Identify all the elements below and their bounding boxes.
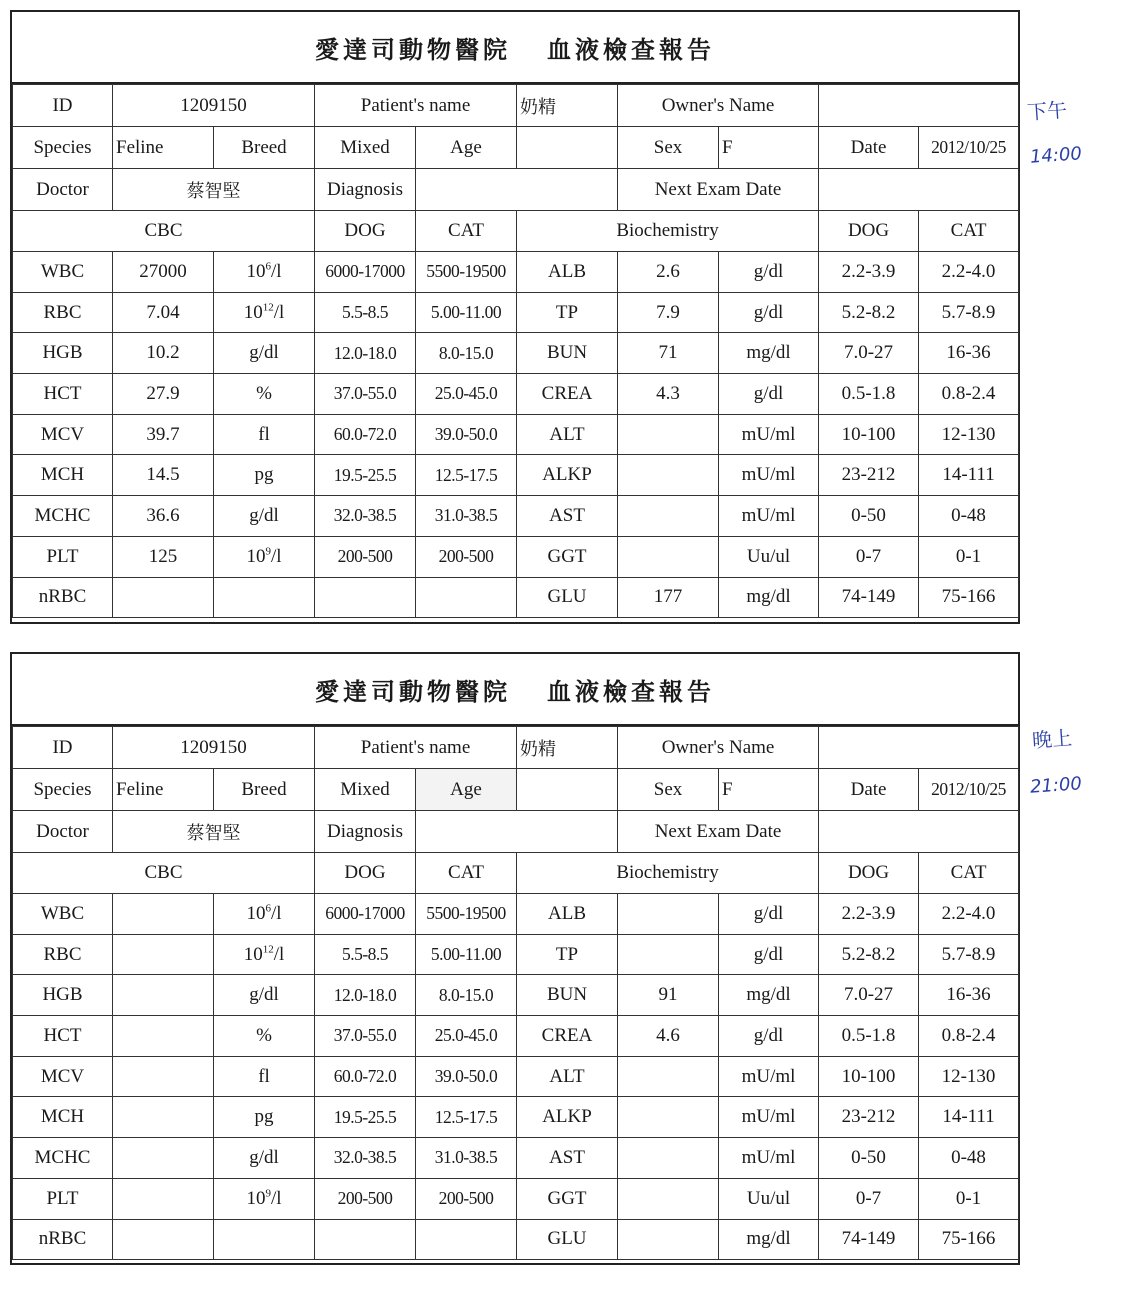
bio-test-name: AST xyxy=(517,496,618,537)
result-row xyxy=(13,894,1019,935)
bio-cat-range: 75-166 xyxy=(919,577,1019,618)
result-row xyxy=(13,1219,1019,1260)
unit-base: % xyxy=(256,382,272,404)
report-name: 血液檢查報告 xyxy=(547,677,715,706)
bio-cat-range: 16-36 xyxy=(919,333,1019,374)
cbc-dog-range: 37.0-55.0 xyxy=(315,1016,416,1057)
cbc-test-name: HCT xyxy=(13,1016,113,1057)
cbc-dog-range: 37.0-55.0 xyxy=(315,374,416,415)
cbc-cat-range xyxy=(416,1219,517,1260)
date-label: Date xyxy=(819,127,919,169)
date-value: 2012/10/25 xyxy=(919,127,1019,169)
report-name: 血液檢查報告 xyxy=(547,35,715,64)
bio-test-name: ALKP xyxy=(517,1097,618,1138)
biochemistry-header: Biochemistry xyxy=(517,853,819,894)
cbc-test-name: MCV xyxy=(13,414,113,455)
cbc-cat-range: 25.0-45.0 xyxy=(416,1016,517,1057)
cbc-test-name: MCH xyxy=(13,1097,113,1138)
unit-exponent: 12 xyxy=(262,301,274,314)
patient-name-value: 奶精 xyxy=(517,85,618,127)
handwritten-time-1: 14:00 xyxy=(1029,143,1083,168)
unit-base: g/dl xyxy=(249,342,279,364)
next-exam-date-value xyxy=(819,811,1019,853)
species-label: Species xyxy=(13,127,113,169)
bio-test-unit: Uu/ul xyxy=(719,536,819,577)
cbc-cat-range: 200-500 xyxy=(416,1178,517,1219)
bio-dog-range: 2.2-3.9 xyxy=(819,894,919,935)
patient-name-label: Patient's name xyxy=(315,85,517,127)
result-row xyxy=(13,374,1019,415)
bio-dog-range: 5.2-8.2 xyxy=(819,934,919,975)
cbc-test-value xyxy=(113,894,214,935)
bio-test-unit: g/dl xyxy=(719,894,819,935)
cbc-cat-range: 12.5-17.5 xyxy=(416,1097,517,1138)
unit-exponent: 6 xyxy=(265,260,271,273)
biochemistry-header: Biochemistry xyxy=(517,211,819,252)
cbc-test-name: PLT xyxy=(13,536,113,577)
species-label: Species xyxy=(13,769,113,811)
report-title xyxy=(12,654,1018,726)
unit-base: 10 xyxy=(246,1187,266,1209)
bio-test-value: 71 xyxy=(618,333,719,374)
result-row xyxy=(13,1138,1019,1179)
cbc-dog-range: 60.0-72.0 xyxy=(315,414,416,455)
cbc-cat-range: 5.00-11.00 xyxy=(416,934,517,975)
bio-test-name: TP xyxy=(517,292,618,333)
bio-cat-range: 14-111 xyxy=(919,455,1019,496)
result-row xyxy=(13,455,1019,496)
bio-test-unit: Uu/ul xyxy=(719,1178,819,1219)
bio-dog-range: 10-100 xyxy=(819,1056,919,1097)
bio-cat-range: 0.8-2.4 xyxy=(919,1016,1019,1057)
result-row xyxy=(13,577,1019,618)
cbc-test-unit xyxy=(214,292,315,333)
bio-dog-range: 23-212 xyxy=(819,455,919,496)
cbc-dog-range: 200-500 xyxy=(315,536,416,577)
bio-test-value xyxy=(618,894,719,935)
cbc-test-unit xyxy=(214,894,315,935)
cbc-test-name: MCV xyxy=(13,1056,113,1097)
report-title xyxy=(12,12,1018,84)
bio-test-value xyxy=(618,536,719,577)
bio-test-unit: mU/ml xyxy=(719,1097,819,1138)
bio-dog-range: 0-7 xyxy=(819,1178,919,1219)
bio-cat-range: 5.7-8.9 xyxy=(919,934,1019,975)
unit-base: fl xyxy=(258,1065,270,1087)
next-exam-date-value xyxy=(819,169,1019,211)
doctor-label: Doctor xyxy=(13,811,113,853)
species-value: Feline xyxy=(113,127,214,169)
bio-cat-range: 5.7-8.9 xyxy=(919,292,1019,333)
bio-test-value: 7.9 xyxy=(618,292,719,333)
bio-cat-range: 0.8-2.4 xyxy=(919,374,1019,415)
owner-name-label: Owner's Name xyxy=(618,85,819,127)
bio-test-unit: g/dl xyxy=(719,1016,819,1057)
cbc-test-value xyxy=(113,1219,214,1260)
bio-cat-range: 0-48 xyxy=(919,1138,1019,1179)
cbc-test-name: HGB xyxy=(13,333,113,374)
bio-test-name: CREA xyxy=(517,1016,618,1057)
bio-dog-range: 0.5-1.8 xyxy=(819,1016,919,1057)
cbc-test-value xyxy=(113,577,214,618)
id-label: ID xyxy=(13,727,113,769)
cbc-test-unit xyxy=(214,252,315,293)
hospital-name: 愛達司動物醫院 xyxy=(315,677,511,706)
cbc-header: CBC xyxy=(13,211,315,252)
unit-base: fl xyxy=(258,423,270,445)
cbc-test-name: MCHC xyxy=(13,1138,113,1179)
bio-test-name: ALT xyxy=(517,414,618,455)
bio-cat-range: 0-1 xyxy=(919,1178,1019,1219)
id-value: 1209150 xyxy=(113,727,315,769)
cbc-dog-range: 200-500 xyxy=(315,1178,416,1219)
bio-dog-range: 0.5-1.8 xyxy=(819,374,919,415)
blood-test-report-1 xyxy=(10,10,1020,624)
cbc-test-name: RBC xyxy=(13,934,113,975)
result-row xyxy=(13,252,1019,293)
cbc-test-unit xyxy=(214,536,315,577)
unit-tail: /l xyxy=(270,902,282,924)
bio-test-name: CREA xyxy=(517,374,618,415)
diagnosis-value xyxy=(416,811,618,853)
unit-base: 10 xyxy=(246,902,266,924)
unit-base: % xyxy=(256,1024,272,1046)
cbc-cat-range: 5500-19500 xyxy=(416,252,517,293)
bio-dog-range: 0-7 xyxy=(819,536,919,577)
cbc-dog-header: DOG xyxy=(315,211,416,252)
cbc-cat-range: 200-500 xyxy=(416,536,517,577)
cbc-test-name: nRBC xyxy=(13,1219,113,1260)
result-row xyxy=(13,1016,1019,1057)
bio-test-name: ALB xyxy=(517,894,618,935)
id-value: 1209150 xyxy=(113,85,315,127)
cbc-dog-range: 32.0-38.5 xyxy=(315,496,416,537)
cbc-dog-range: 6000-17000 xyxy=(315,252,416,293)
sex-value: F xyxy=(719,127,819,169)
cbc-test-name: HCT xyxy=(13,374,113,415)
bio-test-value xyxy=(618,1219,719,1260)
next-exam-date-label: Next Exam Date xyxy=(618,811,819,853)
cbc-cat-range: 12.5-17.5 xyxy=(416,455,517,496)
next-exam-date-label: Next Exam Date xyxy=(618,169,819,211)
bio-dog-range: 23-212 xyxy=(819,1097,919,1138)
cbc-test-value: 39.7 xyxy=(113,414,214,455)
doctor-label: Doctor xyxy=(13,169,113,211)
bio-dog-range: 0-50 xyxy=(819,496,919,537)
doctor-value: 蔡智堅 xyxy=(113,811,315,853)
result-row xyxy=(13,1178,1019,1219)
cbc-test-name: WBC xyxy=(13,894,113,935)
cbc-test-value: 27.9 xyxy=(113,374,214,415)
age-value xyxy=(517,127,618,169)
result-row xyxy=(13,536,1019,577)
blood-test-report-2 xyxy=(10,652,1020,1265)
bio-test-unit: mU/ml xyxy=(719,1138,819,1179)
cbc-test-unit xyxy=(214,1178,315,1219)
bio-test-name: ALB xyxy=(517,252,618,293)
hospital-name: 愛達司動物醫院 xyxy=(315,35,511,64)
handwritten-note-2: 晚上 xyxy=(1031,725,1073,753)
unit-exponent: 9 xyxy=(265,1187,271,1200)
cbc-test-unit xyxy=(214,333,315,374)
bio-test-unit: g/dl xyxy=(719,934,819,975)
cbc-test-unit xyxy=(214,1219,315,1260)
cbc-test-unit xyxy=(214,1016,315,1057)
bio-test-value: 177 xyxy=(618,577,719,618)
bio-test-value: 4.6 xyxy=(618,1016,719,1057)
bio-test-unit: g/dl xyxy=(719,292,819,333)
result-row xyxy=(13,414,1019,455)
unit-base: g/dl xyxy=(249,1146,279,1168)
cbc-dog-range: 19.5-25.5 xyxy=(315,455,416,496)
bio-test-name: BUN xyxy=(517,975,618,1016)
date-label: Date xyxy=(819,769,919,811)
bio-test-name: GLU xyxy=(517,577,618,618)
result-row xyxy=(13,333,1019,374)
cbc-dog-header: DOG xyxy=(315,853,416,894)
report-table xyxy=(12,84,1019,618)
age-value xyxy=(517,769,618,811)
cbc-dog-range: 60.0-72.0 xyxy=(315,1056,416,1097)
result-row xyxy=(13,934,1019,975)
cbc-dog-range: 5.5-8.5 xyxy=(315,934,416,975)
bio-cat-range: 2.2-4.0 xyxy=(919,894,1019,935)
owner-name-value xyxy=(819,85,1019,127)
bio-test-value: 91 xyxy=(618,975,719,1016)
bio-test-name: BUN xyxy=(517,333,618,374)
unit-tail: /l xyxy=(270,545,282,567)
cbc-test-unit xyxy=(214,975,315,1016)
cbc-test-name: nRBC xyxy=(13,577,113,618)
bio-test-unit: mU/ml xyxy=(719,496,819,537)
breed-label: Breed xyxy=(214,127,315,169)
cbc-test-unit xyxy=(214,414,315,455)
result-row xyxy=(13,496,1019,537)
result-row xyxy=(13,1097,1019,1138)
bio-dog-range: 7.0-27 xyxy=(819,975,919,1016)
unit-base: g/dl xyxy=(249,984,279,1006)
bio-test-name: TP xyxy=(517,934,618,975)
bio-test-unit: mg/dl xyxy=(719,975,819,1016)
cbc-test-name: MCH xyxy=(13,455,113,496)
bio-test-unit: mU/ml xyxy=(719,414,819,455)
result-row xyxy=(13,1056,1019,1097)
bio-test-unit: g/dl xyxy=(719,374,819,415)
cbc-dog-range: 32.0-38.5 xyxy=(315,1138,416,1179)
cbc-dog-range: 5.5-8.5 xyxy=(315,292,416,333)
unit-base: 10 xyxy=(246,545,266,567)
cbc-header: CBC xyxy=(13,853,315,894)
cbc-test-unit xyxy=(214,577,315,618)
cbc-test-value xyxy=(113,934,214,975)
cbc-cat-range: 8.0-15.0 xyxy=(416,975,517,1016)
cbc-cat-header: CAT xyxy=(416,211,517,252)
results-body xyxy=(13,894,1019,1260)
bio-cat-range: 0-48 xyxy=(919,496,1019,537)
patient-name-label: Patient's name xyxy=(315,727,517,769)
cbc-test-value xyxy=(113,1056,214,1097)
id-label: ID xyxy=(13,85,113,127)
bio-test-unit: mU/ml xyxy=(719,455,819,496)
unit-tail: /l xyxy=(270,1187,282,1209)
cbc-test-value: 10.2 xyxy=(113,333,214,374)
bio-dog-range: 74-149 xyxy=(819,1219,919,1260)
sex-label: Sex xyxy=(618,769,719,811)
cbc-test-value: 27000 xyxy=(113,252,214,293)
unit-exponent: 6 xyxy=(265,902,271,915)
handwritten-time-2: 21:00 xyxy=(1029,773,1083,798)
bio-test-value xyxy=(618,1097,719,1138)
cbc-dog-range: 19.5-25.5 xyxy=(315,1097,416,1138)
age-label: Age xyxy=(416,769,517,811)
bio-dog-range: 2.2-3.9 xyxy=(819,252,919,293)
cbc-dog-range xyxy=(315,1219,416,1260)
cbc-test-unit xyxy=(214,374,315,415)
bio-test-value: 4.3 xyxy=(618,374,719,415)
cbc-test-value: 125 xyxy=(113,536,214,577)
diagnosis-value xyxy=(416,169,618,211)
unit-base: g/dl xyxy=(249,504,279,526)
bio-cat-range: 2.2-4.0 xyxy=(919,252,1019,293)
bio-dog-header: DOG xyxy=(819,211,919,252)
bio-test-value: 2.6 xyxy=(618,252,719,293)
cbc-test-value xyxy=(113,1016,214,1057)
result-row xyxy=(13,975,1019,1016)
cbc-test-unit xyxy=(214,1138,315,1179)
breed-label: Breed xyxy=(214,769,315,811)
bio-test-name: GLU xyxy=(517,1219,618,1260)
sex-value: F xyxy=(719,769,819,811)
breed-value: Mixed xyxy=(315,127,416,169)
owner-name-label: Owner's Name xyxy=(618,727,819,769)
cbc-cat-range: 5500-19500 xyxy=(416,894,517,935)
result-row xyxy=(13,292,1019,333)
cbc-test-unit xyxy=(214,1097,315,1138)
owner-name-value xyxy=(819,727,1019,769)
bio-test-unit: g/dl xyxy=(719,252,819,293)
bio-cat-range: 14-111 xyxy=(919,1097,1019,1138)
unit-tail: /l xyxy=(270,260,282,282)
bio-cat-range: 0-1 xyxy=(919,536,1019,577)
unit-tail: /l xyxy=(273,943,285,965)
species-value: Feline xyxy=(113,769,214,811)
bio-test-name: GGT xyxy=(517,536,618,577)
bio-dog-range: 7.0-27 xyxy=(819,333,919,374)
cbc-test-name: WBC xyxy=(13,252,113,293)
cbc-cat-range: 39.0-50.0 xyxy=(416,414,517,455)
cbc-cat-range: 5.00-11.00 xyxy=(416,292,517,333)
bio-test-value xyxy=(618,1178,719,1219)
unit-exponent: 9 xyxy=(265,545,271,558)
results-body xyxy=(13,252,1019,618)
bio-test-value xyxy=(618,934,719,975)
diagnosis-label: Diagnosis xyxy=(315,811,416,853)
breed-value: Mixed xyxy=(315,769,416,811)
doctor-value: 蔡智堅 xyxy=(113,169,315,211)
cbc-test-value: 14.5 xyxy=(113,455,214,496)
cbc-test-value xyxy=(113,1178,214,1219)
bio-cat-header: CAT xyxy=(919,211,1019,252)
cbc-cat-range xyxy=(416,577,517,618)
bio-test-name: ALT xyxy=(517,1056,618,1097)
cbc-test-unit xyxy=(214,455,315,496)
cbc-cat-range: 25.0-45.0 xyxy=(416,374,517,415)
cbc-cat-range: 39.0-50.0 xyxy=(416,1056,517,1097)
cbc-cat-range: 31.0-38.5 xyxy=(416,1138,517,1179)
bio-test-name: GGT xyxy=(517,1178,618,1219)
bio-cat-range: 75-166 xyxy=(919,1219,1019,1260)
bio-dog-range: 0-50 xyxy=(819,1138,919,1179)
bio-test-unit: mU/ml xyxy=(719,1056,819,1097)
cbc-test-value xyxy=(113,975,214,1016)
unit-base: 10 xyxy=(243,943,263,965)
unit-base: pg xyxy=(254,1106,274,1128)
bio-dog-header: DOG xyxy=(819,853,919,894)
cbc-test-name: PLT xyxy=(13,1178,113,1219)
unit-base: 10 xyxy=(246,260,266,282)
bio-test-unit: mg/dl xyxy=(719,577,819,618)
bio-cat-range: 12-130 xyxy=(919,414,1019,455)
report-table xyxy=(12,726,1019,1260)
cbc-test-name: RBC xyxy=(13,292,113,333)
bio-cat-header: CAT xyxy=(919,853,1019,894)
cbc-dog-range: 12.0-18.0 xyxy=(315,333,416,374)
patient-name-value: 奶精 xyxy=(517,727,618,769)
cbc-dog-range xyxy=(315,577,416,618)
bio-test-value xyxy=(618,455,719,496)
bio-dog-range: 5.2-8.2 xyxy=(819,292,919,333)
date-value: 2012/10/25 xyxy=(919,769,1019,811)
age-label: Age xyxy=(416,127,517,169)
bio-cat-range: 16-36 xyxy=(919,975,1019,1016)
bio-cat-range: 12-130 xyxy=(919,1056,1019,1097)
cbc-test-unit xyxy=(214,496,315,537)
unit-base: 10 xyxy=(243,301,263,323)
bio-test-value xyxy=(618,414,719,455)
unit-exponent: 12 xyxy=(262,943,274,956)
cbc-test-unit xyxy=(214,1056,315,1097)
cbc-dog-range: 6000-17000 xyxy=(315,894,416,935)
unit-tail: /l xyxy=(273,301,285,323)
cbc-test-unit xyxy=(214,934,315,975)
bio-test-unit: mg/dl xyxy=(719,333,819,374)
handwritten-note-1: 下午 xyxy=(1026,97,1068,125)
bio-test-name: ALKP xyxy=(517,455,618,496)
cbc-test-name: MCHC xyxy=(13,496,113,537)
bio-dog-range: 74-149 xyxy=(819,577,919,618)
bio-test-value xyxy=(618,496,719,537)
sex-label: Sex xyxy=(618,127,719,169)
cbc-dog-range: 12.0-18.0 xyxy=(315,975,416,1016)
cbc-test-name: HGB xyxy=(13,975,113,1016)
cbc-cat-header: CAT xyxy=(416,853,517,894)
bio-test-unit: mg/dl xyxy=(719,1219,819,1260)
cbc-test-value xyxy=(113,1138,214,1179)
diagnosis-label: Diagnosis xyxy=(315,169,416,211)
bio-test-value xyxy=(618,1056,719,1097)
cbc-cat-range: 8.0-15.0 xyxy=(416,333,517,374)
bio-dog-range: 10-100 xyxy=(819,414,919,455)
unit-base: pg xyxy=(254,464,274,486)
bio-test-value xyxy=(618,1138,719,1179)
cbc-test-value: 7.04 xyxy=(113,292,214,333)
cbc-test-value xyxy=(113,1097,214,1138)
cbc-test-value: 36.6 xyxy=(113,496,214,537)
bio-test-name: AST xyxy=(517,1138,618,1179)
cbc-cat-range: 31.0-38.5 xyxy=(416,496,517,537)
